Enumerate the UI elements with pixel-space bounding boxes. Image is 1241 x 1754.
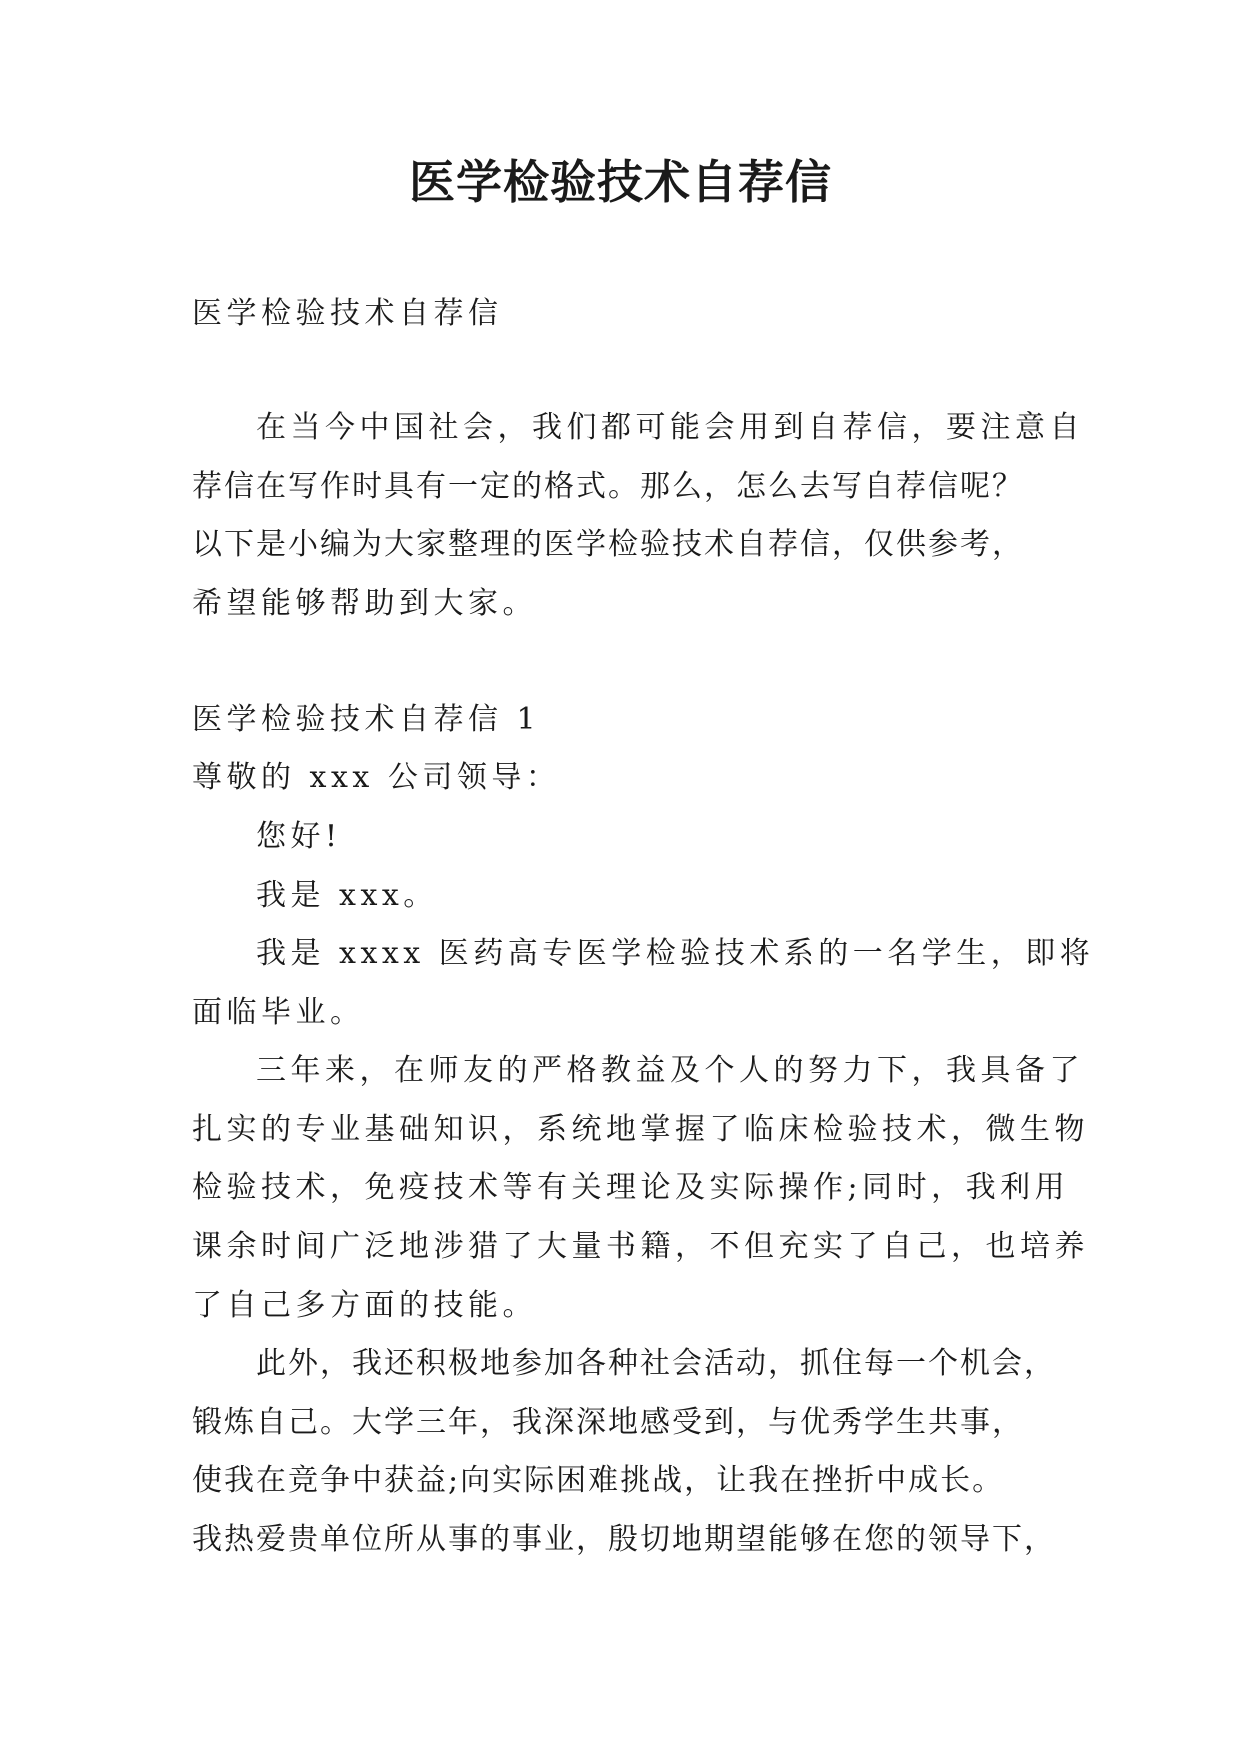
subtitle-line: 医学检验技术自荐信 [192, 296, 503, 331]
intro-line-2: 荐信在写作时具有一定的格式。那么，怎么去写自荐信呢？ [192, 469, 1024, 504]
body-line-5: 检验技术，免疫技术等有关理论及实际操作;同时，我利用 [192, 1170, 1070, 1205]
body-line-9: 锻炼自己。大学三年，我深深地感受到，与优秀学生共事， [192, 1405, 1024, 1440]
body-line-11: 我热爱贵单位所从事的事业，殷切地期望能够在您的领导下， [192, 1522, 1056, 1557]
greeting: 您好! [256, 819, 342, 854]
intro-line-1: 在当今中国社会，我们都可能会用到自荐信，要注意自 [256, 410, 1084, 445]
body-line-8: 此外，我还积极地参加各种社会活动，抓住每一个机会， [256, 1346, 1056, 1381]
intro-line-3: 以下是小编为大家整理的医学检验技术自荐信，仅供参考， [192, 527, 1024, 562]
intro-line-4: 希望能够帮助到大家。 [192, 586, 537, 621]
section-heading: 医学检验技术自荐信 1 [192, 702, 541, 737]
body-line-10: 使我在竞争中获益;向实际困难挑战，让我在挫折中成长。 [192, 1463, 1005, 1498]
salutation: 尊敬的 xxx 公司领导： [192, 760, 561, 795]
body-line-2: 面临毕业。 [192, 995, 365, 1030]
document-title: 医学检验技术自荐信 [409, 155, 832, 209]
body-line-6: 课余时间广泛地涉猎了大量书籍，不但充实了自己，也培养 [192, 1229, 1089, 1264]
body-line-1: 我是 xxxx 医药高专医学检验技术系的一名学生，即将 [256, 936, 1095, 971]
body-line-3: 三年来，在师友的严格教益及个人的努力下，我具备了 [256, 1053, 1084, 1088]
body-line-4: 扎实的专业基础知识，系统地掌握了临床检验技术，微生物 [192, 1112, 1089, 1147]
body-line-7: 了自己多方面的技能。 [192, 1288, 537, 1323]
intro-self: 我是 xxx。 [256, 878, 438, 913]
